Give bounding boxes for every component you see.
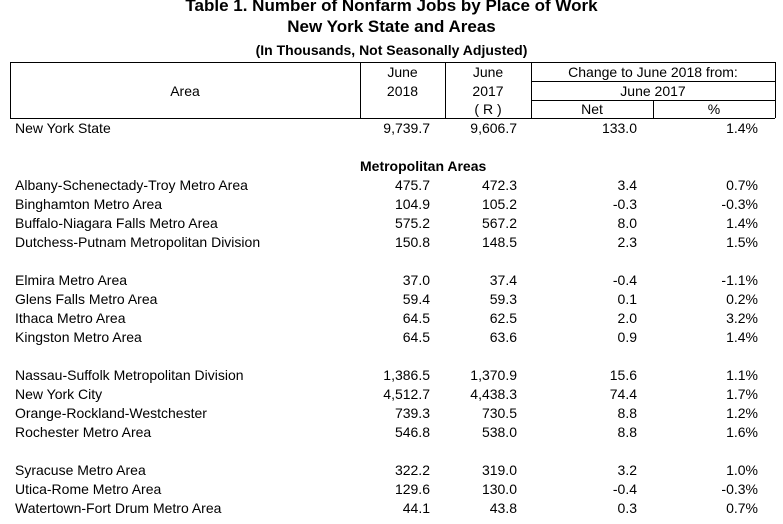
header-right-border [775, 62, 776, 118]
area-cell: Orange-Rockland-Westchester [15, 405, 207, 421]
table-subtitle: New York State and Areas [287, 17, 496, 36]
area-cell: Ithaca Metro Area [15, 310, 126, 326]
area-cell: Kingston Metro Area [15, 329, 142, 345]
area-cell: Elmira Metro Area [15, 272, 128, 288]
area-cell: Dutchess-Putnam Metropolitan Division [15, 234, 261, 250]
metro-areas-heading: Metropolitan Areas [360, 158, 487, 174]
net-change-cell: 3.2 [617, 462, 637, 478]
net-change-cell: -0.4 [612, 481, 637, 497]
percent-change-cell: 0.7% [726, 177, 758, 193]
percent-change-cell: 0.2% [726, 291, 758, 307]
june2018-header-line1: June [387, 64, 418, 80]
net-change-cell: 2.3 [617, 234, 637, 250]
percent-change-cell: 0.7% [726, 500, 758, 516]
percent-change-cell: 1.0% [726, 462, 758, 478]
percent-change-cell: 1.4% [726, 120, 758, 136]
area-cell: Utica-Rome Metro Area [15, 481, 162, 497]
percent-column-header: % [707, 101, 721, 117]
net-change-cell: -0.4 [612, 272, 637, 288]
june2018-cell: 575.2 [394, 215, 430, 231]
area-cell: Syracuse Metro Area [15, 462, 146, 478]
june2017-cell: 37.4 [489, 272, 517, 288]
percent-change-cell: 3.2% [726, 310, 758, 326]
percent-change-cell: 1.1% [726, 367, 758, 383]
percent-change-cell: 1.7% [726, 386, 758, 402]
june2018-cell: 59.4 [402, 291, 430, 307]
net-change-cell: 0.3 [617, 500, 637, 516]
june2018-cell: 129.6 [394, 481, 430, 497]
area-cell: Albany-Schenectady-Troy Metro Area [15, 177, 248, 193]
area-cell: Nassau-Suffolk Metropolitan Division [15, 367, 244, 383]
june2017-cell: 59.3 [489, 291, 517, 307]
june2017-cell: 63.6 [489, 329, 517, 345]
net-change-cell: 2.0 [617, 310, 637, 326]
net-change-cell: 0.1 [617, 291, 637, 307]
net-change-cell: 8.0 [617, 215, 637, 231]
net-change-cell: 133.0 [601, 120, 637, 136]
table-units-note: (In Thousands, Not Seasonally Adjusted) [255, 42, 528, 58]
net-change-cell: 15.6 [609, 367, 637, 383]
june2017-cell: 130.0 [481, 481, 517, 497]
june2017-header-line2: 2017 [472, 83, 504, 99]
june2018-cell: 9,739.7 [383, 120, 430, 136]
june2017-cell: 730.5 [481, 405, 517, 421]
area-cell: Glens Falls Metro Area [15, 291, 158, 307]
june2018-cell: 37.0 [402, 272, 430, 288]
june2017-cell: 62.5 [489, 310, 517, 326]
area-cell: Buffalo-Niagara Falls Metro Area [15, 215, 218, 231]
percent-change-cell: -1.1% [721, 272, 758, 288]
june2018-cell: 150.8 [394, 234, 430, 250]
net-change-cell: 3.4 [617, 177, 637, 193]
net-change-cell: 74.4 [609, 386, 637, 402]
june2018-cell: 64.5 [402, 310, 430, 326]
change-subheader-rule [531, 81, 775, 82]
june2018-cell: 4,512.7 [383, 386, 430, 402]
june2018-cell: 1,386.5 [383, 367, 430, 383]
area-cell: Binghamton Metro Area [15, 196, 163, 212]
change-subheader: June 2017 [620, 83, 686, 99]
june2017-cell: 538.0 [481, 424, 517, 440]
area-cell: New York City [15, 386, 103, 402]
net-change-cell: -0.3 [612, 196, 637, 212]
percent-change-cell: -0.3% [721, 196, 758, 212]
june2017-revised-mark: ( R ) [474, 101, 502, 117]
table-title: Table 1. Number of Nonfarm Jobs by Place of Work [185, 0, 598, 15]
percent-change-cell: 1.6% [726, 424, 758, 440]
percent-change-cell: 1.4% [726, 329, 758, 345]
net-column-header: Net [581, 101, 603, 117]
area-cell: Rochester Metro Area [15, 424, 152, 440]
june2018-cell: 64.5 [402, 329, 430, 345]
june2017-cell: 148.5 [481, 234, 517, 250]
june2017-cell: 472.3 [481, 177, 517, 193]
area-cell: Watertown-Fort Drum Metro Area [15, 500, 222, 516]
june2017-cell: 105.2 [481, 196, 517, 212]
june2018-cell: 546.8 [394, 424, 430, 440]
net-change-cell: 8.8 [617, 424, 637, 440]
area-cell: New York State [15, 120, 111, 136]
change-header: Change to June 2018 from: [568, 64, 738, 80]
june2017-cell: 1,370.9 [470, 367, 517, 383]
june2017-cell: 43.8 [489, 500, 517, 516]
june2018-cell: 739.3 [394, 405, 430, 421]
june2017-cell: 4,438.3 [470, 386, 517, 402]
june2018-cell: 475.7 [394, 177, 430, 193]
net-change-cell: 8.8 [617, 405, 637, 421]
june2018-cell: 322.2 [394, 462, 430, 478]
percent-change-cell: 1.4% [726, 215, 758, 231]
june2017-header-line1: June [472, 64, 504, 80]
area-column-header: Area [170, 83, 200, 99]
header-top-rule [10, 62, 775, 63]
net-change-cell: 0.9 [617, 329, 637, 345]
percent-change-cell: 1.5% [726, 234, 758, 250]
june2017-cell: 9,606.7 [470, 120, 517, 136]
percent-change-cell: 1.2% [726, 405, 758, 421]
percent-change-cell: -0.3% [721, 481, 758, 497]
header-bottom-rule [10, 118, 775, 119]
june2017-cell: 567.2 [481, 215, 517, 231]
june2017-cell: 319.0 [481, 462, 517, 478]
june2018-header-line2: 2018 [386, 83, 419, 99]
june2018-cell: 44.1 [402, 500, 430, 516]
june2018-cell: 104.9 [394, 196, 430, 212]
